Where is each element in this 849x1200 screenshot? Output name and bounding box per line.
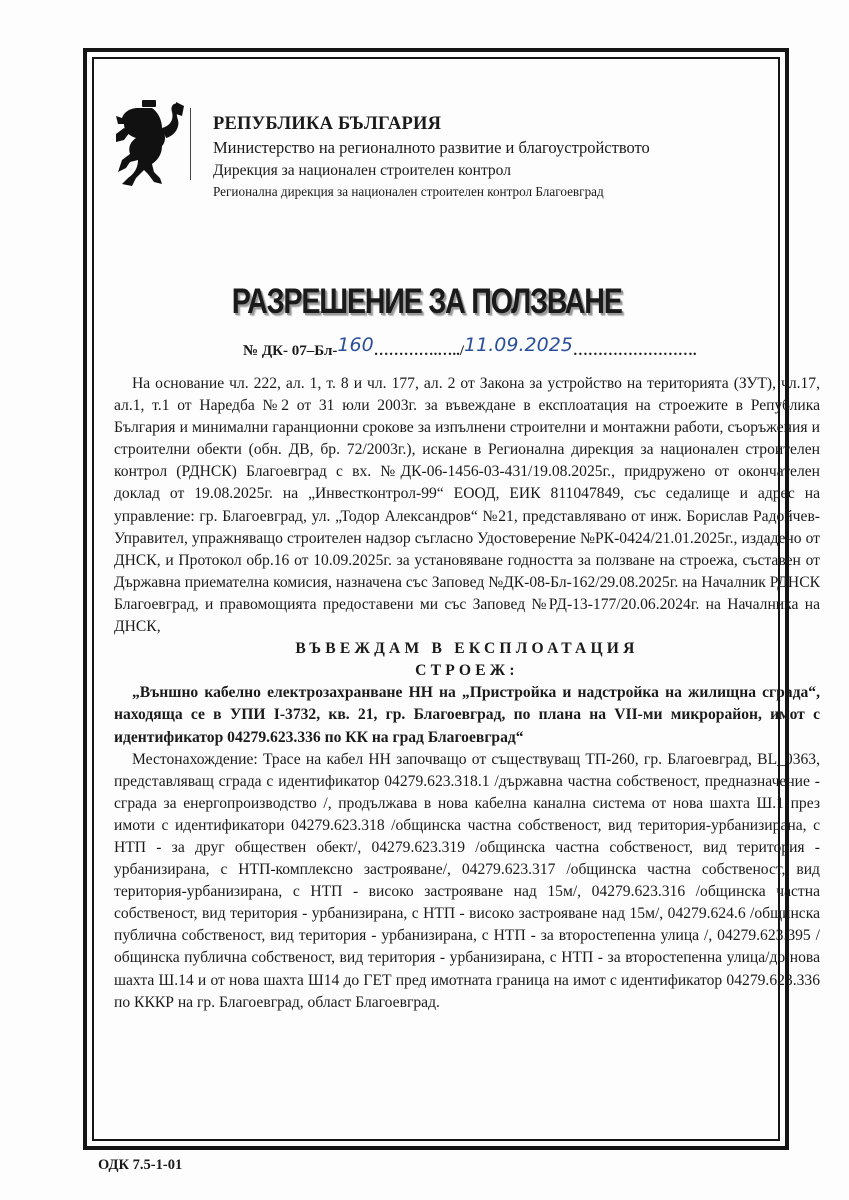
document-number <box>243 334 697 360</box>
country-name: РЕПУБЛИКА БЪЛГАРИЯ <box>213 114 442 134</box>
number-dots: 160………….….. <box>337 334 460 359</box>
document-number-prefix: № ДК- 07–Бл- <box>243 343 338 359</box>
ministry-name: Министерство на регионалното развитие и благоустройството <box>213 138 650 157</box>
handwritten-number: 160 <box>337 334 374 356</box>
location-paragraph: Местонахождение: Трасе на кабел НН започващо от съществуващ ТП-260, гр. Благоевград, BL_0363, представляващ сграда с идентификатор 04279.623.318.1 /държавна частна собственост, предназначение - сграда за енергопроизводство /, продължава в нова кабелна канална система от нова шахта Ш.1 през имоти с идентификатори 04279.623.318 /общинска частна собственост, вид територия-урбанизирана, с НТП - за друг обществен обект/, 04279.623.319 /общинска частна собственост, вид територия - урбанизирана, с НТП-комплексно застрояване/, 04279.623.317 /общинска частна собственост, вид територия-урбанизирана, с НТП - високо застрояване над 15м/, 04279.623.316 /общинска частна собственост, вид територия - урбанизирана, с НТП - високо застрояване над 15м/, 04279.624.6 /общинска публична собственост, вид територия - урбанизирана, с НТП - за второстепенна улица /, 04279.623.395 /общинска публична собственост, вид територия - урбанизирана, с НТП - за второстепенна улица/до нова шахта Ш.14 и от нова шахта Ш14 до ГЕТ пред имотната граница на имот с идентификатор 04279.623.336 по КККР на гр. Благоевград, област Благоевград. <box>114 750 820 1011</box>
directorate-name: Дирекция за национален строителен контрол <box>213 162 511 179</box>
document-title: РАЗРЕШЕНИЕ ЗА ПОЛЗВАНЕ <box>231 282 622 321</box>
construction-heading: СТРОЕЖ: <box>415 662 519 680</box>
handwritten-date: 11.09.2025 <box>464 334 573 356</box>
document-body <box>114 373 820 1014</box>
date-dots: 11.09.2025……………………. <box>464 334 697 359</box>
number-date-separator: / <box>459 343 465 359</box>
commission-heading: ВЪВЕЖДАМ В ЕКСПЛОАТАЦИЯ <box>295 640 639 658</box>
regional-directorate-name: Регионална дирекция за национален строителен контрол Благоевград <box>213 184 604 199</box>
form-code: ОДК 7.5-1-01 <box>98 1157 183 1173</box>
header-divider <box>190 108 191 180</box>
bulgarian-lion-coat-of-arms-icon <box>112 98 188 190</box>
construction-name: „Външно кабелно електрозахранване НН на „Пристройка и надстройка на жилищна сграда“, находяща се в УПИ I-3732, кв. 21, гр. Благоевград, по плана на VII-ми микрорайон, имот с идентификатор 04279.623.336 по КК на град Благоевград“ <box>114 684 820 746</box>
legal-basis-paragraph: На основание чл. 222, ал. 1, т. 8 и чл. 177, ал. 2 от Закона за устройство на територията (ЗУТ), чл.17, ал.1, т.1 от Наредба №2 от 31 юли 2003г. за въвеждане в експлоатация на строежите в Република България и минимални гаранционни срокове за изпълнени строителни и монтажни работи, съоръжения и строителни обекти (обн. ДВ, бр. 72/2003г.), искане в Регионална дирекция за национален строителен контрол (РДНСК) Благоевград с вх. №ДК-06-1456-03-431/19.08.2025г., придружено от окончателен доклад от 19.08.2025г. на „Инвестконтрол-99“ ЕООД, ЕИК 811047849, със седалище и адрес на управление: гр. Благоевград, ул. „Тодор Александров“ №21, представлявано от инж. Борислав Радойчев-Управител, упражняващо строителен надзор съгласно Удостоверение №РК-0424/21.01.2025г., издадено от ДНСК, и Протокол обр.16 от 10.09.2025г. за установяване годността за ползване на строежа, съставен от Държавна приемателна комисия, назначена със Заповед №ДК-08-Бл-162/29.08.2025г. на Началник РДНСК Благоевград, и правомощията предоставени ми със Заповед №РД-13-177/20.06.2024г. на Началника на ДНСК, <box>114 375 820 636</box>
institution-header <box>213 112 650 202</box>
